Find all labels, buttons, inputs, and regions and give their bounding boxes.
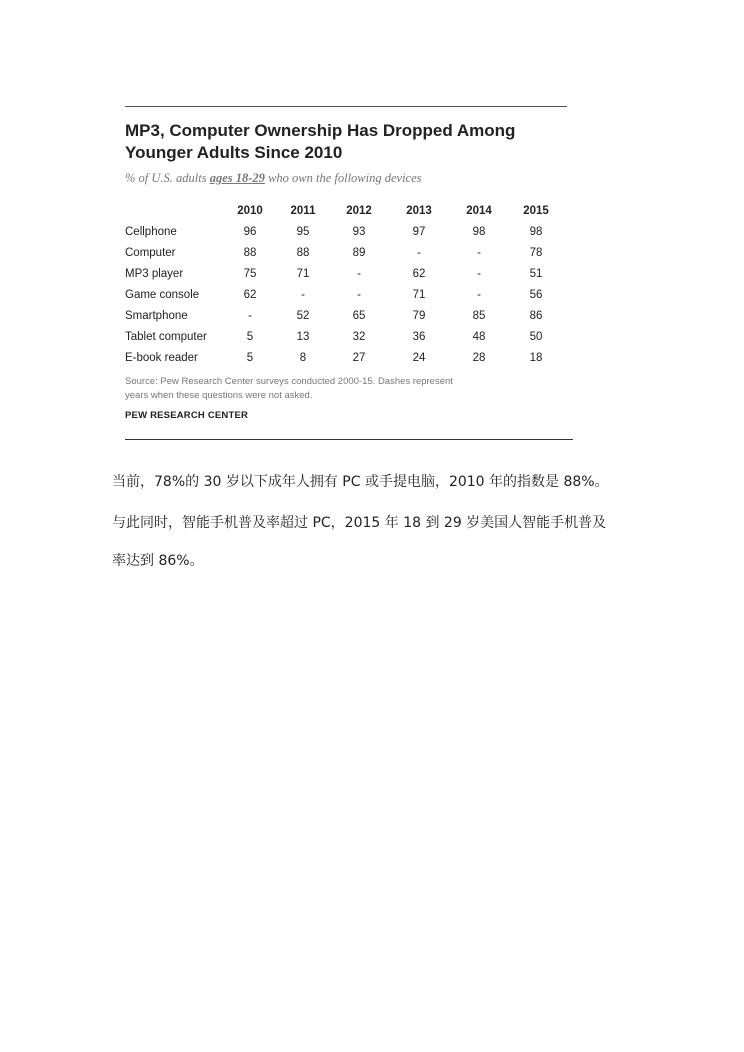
table-row <box>125 305 565 326</box>
column-header: 2015 <box>523 204 549 217</box>
table-cell: 89 <box>352 246 366 259</box>
table-cell: 48 <box>472 330 486 343</box>
table-cell: 97 <box>412 225 426 238</box>
table-row <box>125 263 565 284</box>
table-cell: 78 <box>529 246 543 259</box>
source-line-1: Source: Pew Research Center surveys conducted 2000-15. Dashes represent <box>125 376 453 387</box>
table-cell: 65 <box>352 309 366 322</box>
row-label: Computer <box>125 246 176 259</box>
column-header: 2012 <box>346 204 372 217</box>
table-cell: 93 <box>352 225 366 238</box>
row-label: Game console <box>125 288 200 301</box>
organization-credit: PEW RESEARCH CENTER <box>125 410 249 421</box>
table-row <box>125 242 565 263</box>
table-cell: 32 <box>352 330 366 343</box>
column-header: 2010 <box>237 204 263 217</box>
row-label: MP3 player <box>125 267 184 280</box>
table-cell: 27 <box>352 351 366 364</box>
table-cell: 98 <box>472 225 486 238</box>
top-rule <box>125 106 567 107</box>
table-cell: 5 <box>246 351 254 364</box>
table-cell: - <box>477 267 481 280</box>
table-cell: 95 <box>296 225 310 238</box>
table-cell: 88 <box>243 246 257 259</box>
table-cell: 5 <box>246 330 254 343</box>
bottom-rule <box>125 439 573 440</box>
table-cell: 50 <box>529 330 543 343</box>
table-cell: 24 <box>412 351 426 364</box>
table-cell: 71 <box>412 288 426 301</box>
row-label: Tablet computer <box>125 330 207 343</box>
table-cell: 96 <box>243 225 257 238</box>
table-cell: 62 <box>243 288 257 301</box>
table-cell: - <box>357 267 361 280</box>
table-cell: 79 <box>412 309 426 322</box>
table-cell: 36 <box>412 330 426 343</box>
column-header: 2013 <box>406 204 432 217</box>
table-cell: 75 <box>243 267 257 280</box>
source-note <box>125 375 525 403</box>
table-cell: 51 <box>529 267 543 280</box>
table-cell: 52 <box>296 309 310 322</box>
body-paragraph-line-3: 率达到 86%。 <box>112 553 204 569</box>
subtitle-emphasis: ages 18-29 <box>209 171 265 185</box>
table-cell: - <box>301 288 305 301</box>
table-cell: 85 <box>472 309 486 322</box>
table-row <box>125 326 565 347</box>
table-cell: 88 <box>296 246 310 259</box>
body-paragraph-line-1: 当前，78%的 30 岁以下成年人拥有 PC 或手提电脑，2010 年的指数是 88%。 <box>112 474 609 490</box>
table-cell: 62 <box>412 267 426 280</box>
table-cell: - <box>477 288 481 301</box>
table-cell: - <box>477 246 481 259</box>
table-cell: 8 <box>299 351 307 364</box>
header-blank <box>125 200 225 221</box>
chart-title <box>125 120 565 164</box>
table-cell: 28 <box>472 351 486 364</box>
chart-title-line-2: Younger Adults Since 2010 <box>125 143 343 162</box>
table-cell: 86 <box>529 309 543 322</box>
column-header: 2014 <box>466 204 492 217</box>
table-cell: - <box>417 246 421 259</box>
table-cell: 98 <box>529 225 543 238</box>
table-row <box>125 347 565 368</box>
table-row <box>125 221 565 242</box>
table-cell: 56 <box>529 288 543 301</box>
body-paragraph-line-2: 与此同时，智能手机普及率超过 PC，2015 年 18 到 29 岁美国人智能手机普及 <box>112 515 607 531</box>
chart-subtitle <box>125 171 565 186</box>
subtitle-suffix: who own the following devices <box>264 171 422 185</box>
table-cell: 18 <box>529 351 543 364</box>
source-line-2: years when these questions were not asked. <box>125 390 313 401</box>
table-cell: 71 <box>296 267 310 280</box>
subtitle-prefix: % of U.S. adults <box>125 171 210 185</box>
column-header: 2011 <box>290 204 316 217</box>
table-cell: 13 <box>296 330 310 343</box>
table-cell: - <box>248 309 252 322</box>
table-cell: - <box>357 288 361 301</box>
table-header-row <box>125 200 565 221</box>
row-label: Smartphone <box>125 309 188 322</box>
row-label: E-book reader <box>125 351 198 364</box>
row-label: Cellphone <box>125 225 177 238</box>
table-row <box>125 284 565 305</box>
chart-title-line-1: MP3, Computer Ownership Has Dropped Among <box>125 121 516 140</box>
ownership-table <box>125 200 565 368</box>
